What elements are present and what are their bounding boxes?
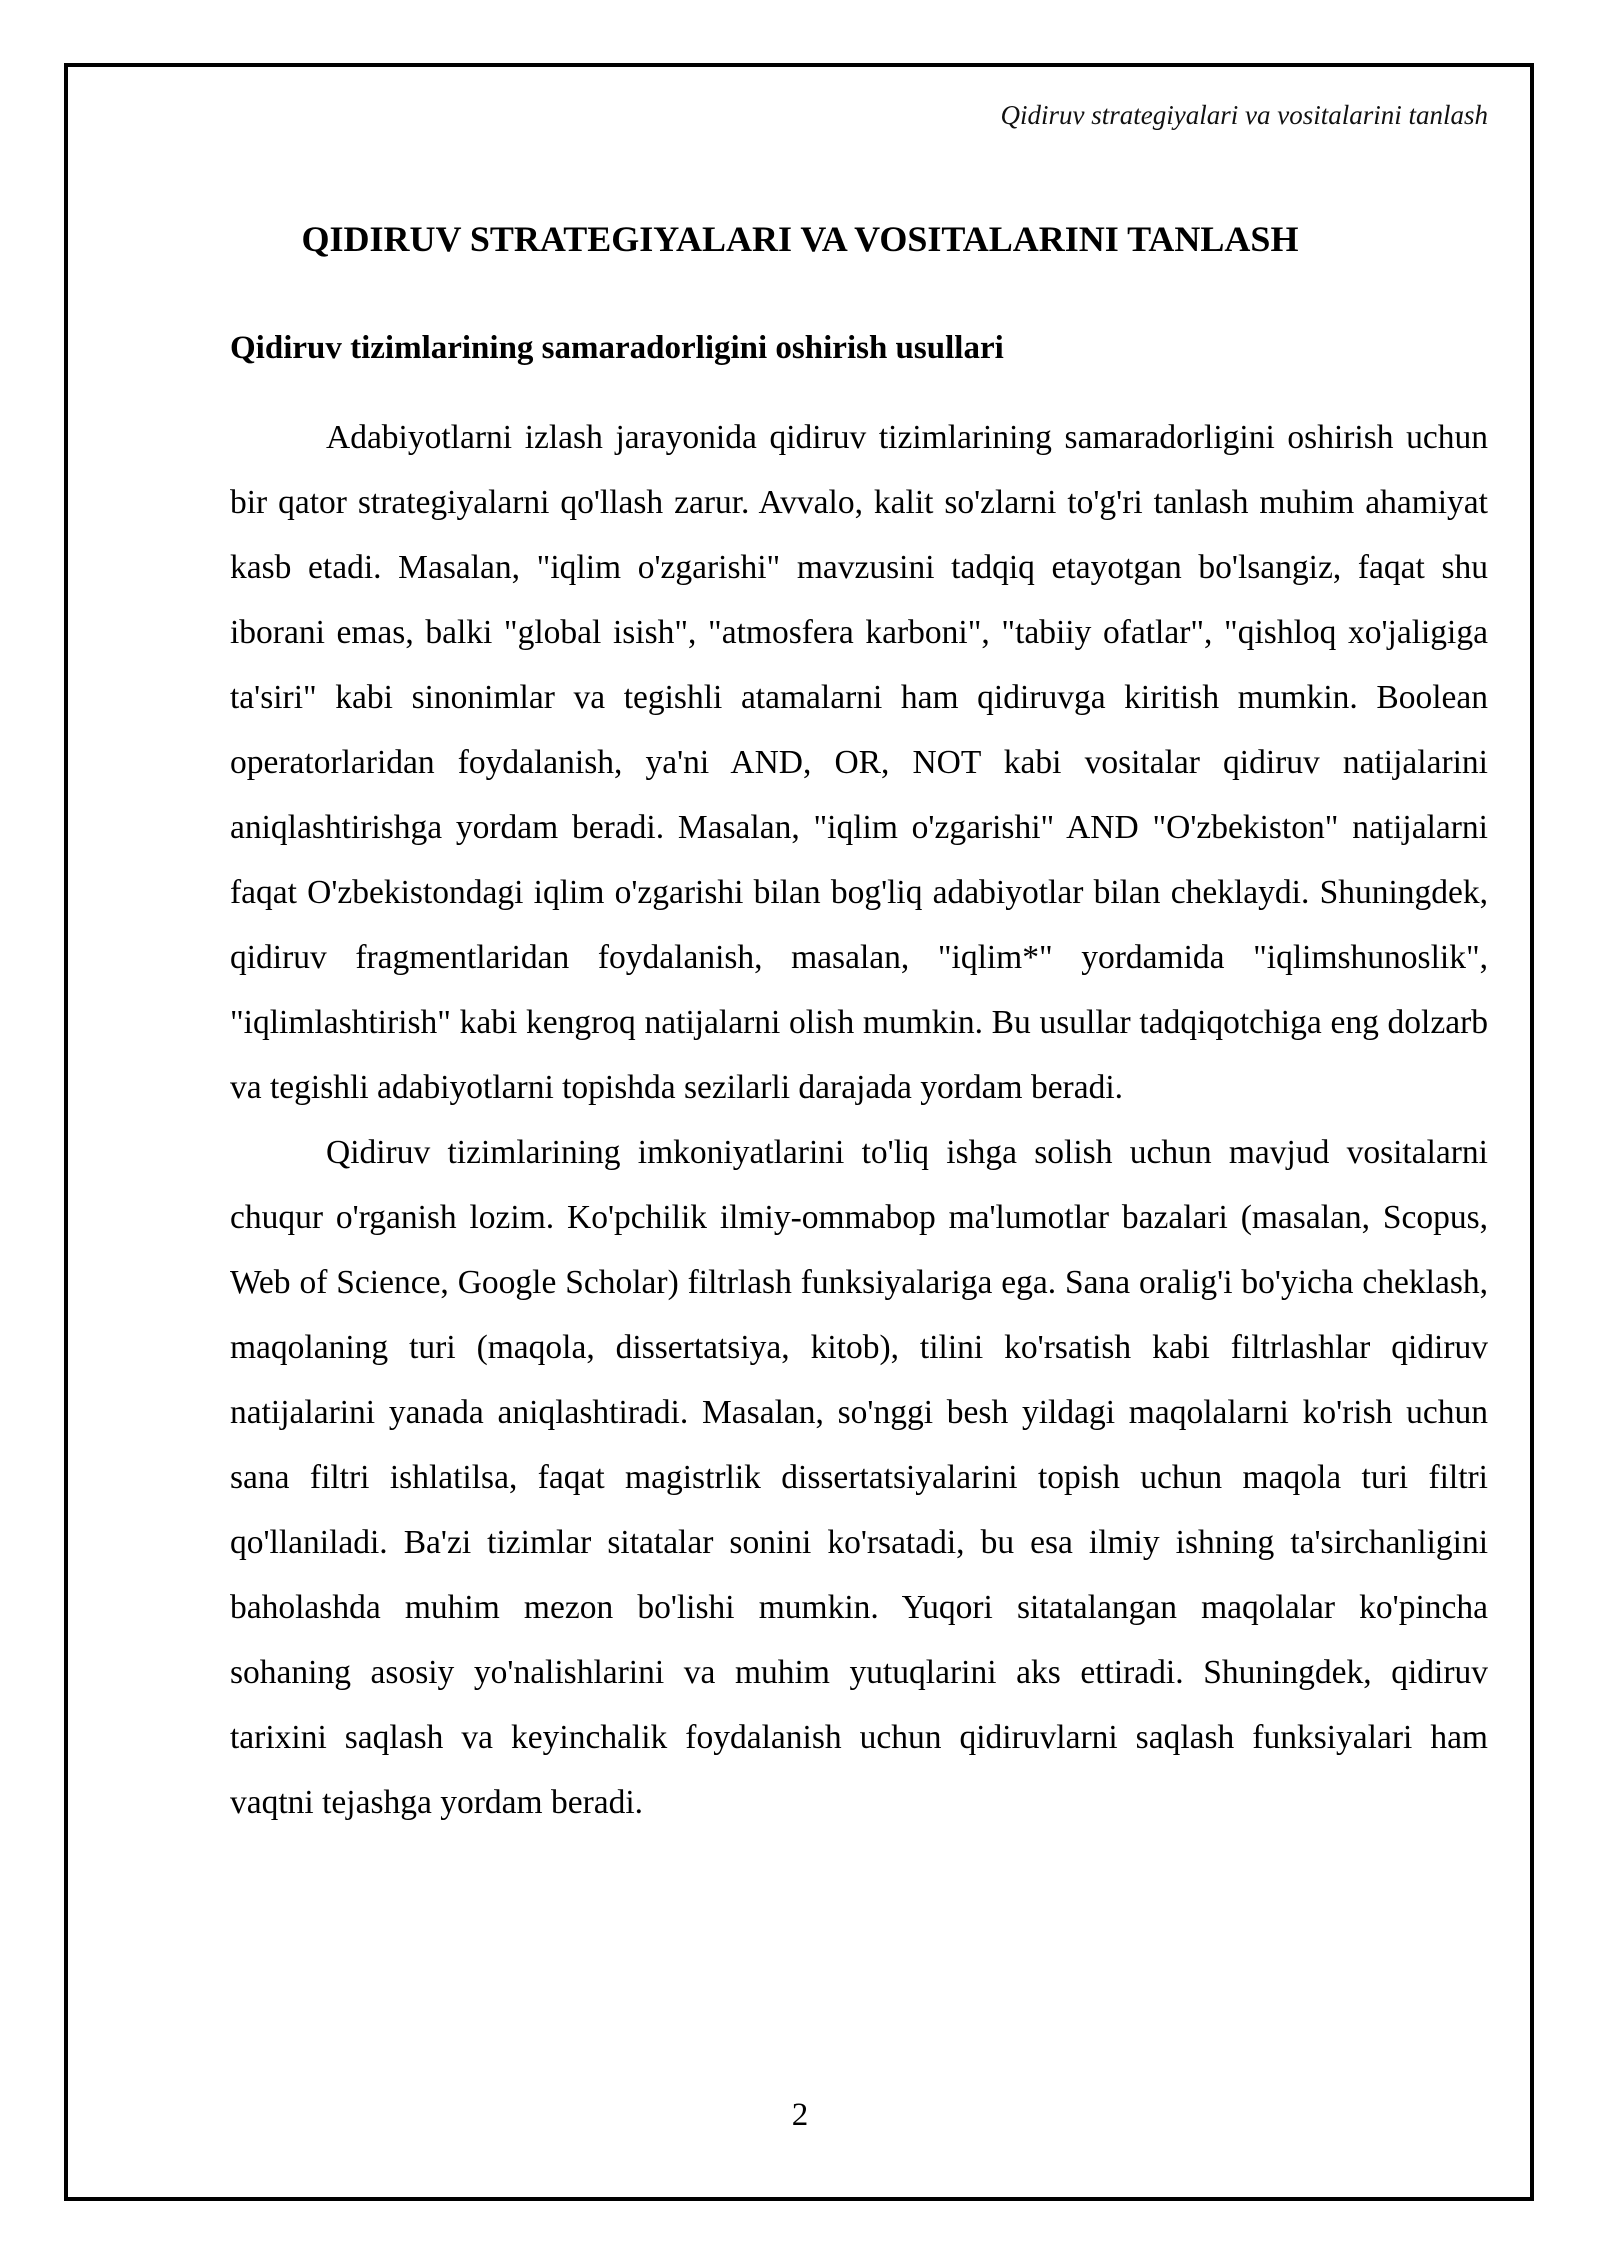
running-header: Qidiruv strategiyalari va vositalarini tanlash (1000, 100, 1488, 130)
section-heading: Qidiruv tizimlarining samaradorligini oshirish usullari (230, 330, 1004, 366)
document-title: QIDIRUV STRATEGIYALARI VA VOSITALARINI TANLASH (301, 219, 1299, 259)
body-text (230, 405, 1488, 1835)
paragraph-1: Adabiyotlarni izlash jarayonida qidiruv tizimlarining samaradorligini oshirish uchun bir qator strategiyalarni qo'llash zarur. Avvalo, kalit so'zlarni to'g'ri tanlash muhim ahamiyat kasb etadi. Masalan, "iqlim o'zgarishi" mavzusini tadqiq etayotgan bo'lsangiz, faqat shu iborani emas, balki "global isish", "atmosfera karboni", "tabiiy ofatlar", "qishloq xo'jaligiga ta'siri" kabi sinonimlar va tegishli atamalarni ham qidiruvga kiritish mumkin. Boolean operatorlaridan foydalanish, ya'ni AND, OR, NOT kabi vositalar qidiruv natijalarini aniqlashtirishga yordam beradi. Masalan, "iqlim o'zgarishi" AND "O'zbekiston" natijalarni faqat O'zbekistondagi iqlim o'zgarishi bilan bog'liq adabiyotlar bilan cheklaydi. Shuningdek, qidiruv fragmentlaridan foydalanish, masalan, "iqlim*" yordamida "iqlimshunoslik", "iqlimlashtirish" kabi kengroq natijalarni olish mumkin. Bu usullar tadqiqotchiga eng dolzarb va tegishli adabiyotlarni topishda sezilarli darajada yordam beradi. (230, 419, 1488, 1106)
paragraph-2: Qidiruv tizimlarining imkoniyatlarini to'liq ishga solish uchun mavjud vositalarni chuqur o'rganish lozim. Ko'pchilik ilmiy-ommabop ma'lumotlar bazalari (masalan, Scopus, Web of Science, Google Scholar) filtrlash funksiyalariga ega. Sana oralig'i bo'yicha cheklash, maqolaning turi (maqola, dissertatsiya, kitob), tilini ko'rsatish kabi filtrlashlar qidiruv natijalarini yanada aniqlashtiradi. Masalan, so'nggi besh yildagi maqolalarni ko'rish uchun sana filtri ishlatilsa, faqat magistrlik dissertatsiyalarini topish uchun maqola turi filtri qo'llaniladi. Ba'zi tizimlar sitatalar sonini ko'rsatadi, bu esa ilmiy ishning ta'sirchanligini baholashda muhim mezon bo'lishi mumkin. Yuqori sitatalangan maqolalar ko'pincha sohaning asosiy yo'nalishlarini va muhim yutuqlarini aks ettiradi. Shuningdek, qidiruv tarixini saqlash va keyinchalik foydalanish uchun qidiruvlarni saqlash funksiyalari ham vaqtni tejashga yordam beradi. (230, 1134, 1488, 1821)
page-number: 2 (791, 2097, 809, 2133)
